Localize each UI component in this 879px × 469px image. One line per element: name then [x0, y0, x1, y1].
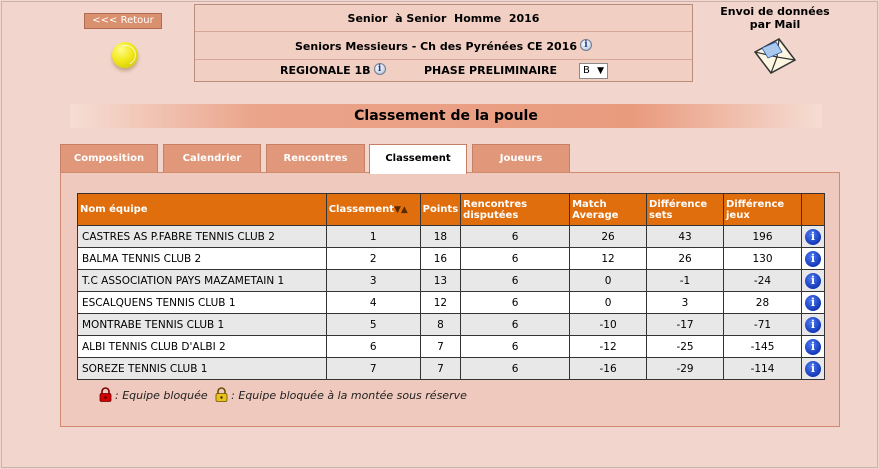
played-cell: 6 [461, 336, 570, 358]
table-row [78, 226, 825, 248]
games-diff-cell: 28 [724, 292, 802, 314]
sets-diff-cell: 26 [647, 248, 724, 270]
division-info-icon[interactable]: i [374, 63, 386, 75]
yellow-lock-icon [215, 387, 228, 405]
match-avg-cell: 12 [570, 248, 647, 270]
back-button[interactable]: <<< Retour [84, 13, 162, 29]
col-team-header[interactable]: Nom équipe [78, 194, 327, 226]
team-name[interactable]: T.C ASSOCIATION PAYS MAZAMETAIN 1 [78, 270, 327, 292]
sets-diff-cell: 43 [647, 226, 724, 248]
played-cell: 6 [461, 248, 570, 270]
match-avg-cell: -10 [570, 314, 647, 336]
poule-select-value: B [583, 65, 590, 76]
competition-name: Seniors Messieurs - Ch des Pyrénées CE 2016 [294, 40, 578, 53]
points-cell: 8 [420, 314, 460, 336]
legend-blocked: : Equipe bloquée [115, 389, 208, 402]
table-row [78, 292, 825, 314]
col-games-diff-header[interactable]: Différence jeux [724, 194, 802, 226]
tab-composition[interactable]: Composition [60, 144, 158, 173]
rank-cell: 1 [326, 226, 420, 248]
match-avg-cell: 0 [570, 292, 647, 314]
played-cell: 6 [461, 292, 570, 314]
col-played-header[interactable]: Rencontres disputées [461, 194, 570, 226]
col-points-header[interactable]: Points [420, 194, 460, 226]
poule-select[interactable] [579, 63, 608, 79]
info-icon[interactable]: i [805, 317, 821, 333]
points-cell: 16 [420, 248, 460, 270]
team-name[interactable]: MONTRABE TENNIS CLUB 1 [78, 314, 327, 336]
info-icon[interactable]: i [805, 339, 821, 355]
tab-rencontres[interactable]: Rencontres [266, 144, 365, 173]
sets-diff-cell: 3 [647, 292, 724, 314]
col-info-header [801, 194, 824, 226]
competition-title: Senior à Senior Homme 2016 [195, 5, 692, 32]
info-cell [801, 270, 824, 292]
envelope-icon[interactable] [752, 36, 798, 76]
info-cell [801, 226, 824, 248]
table-row [78, 314, 825, 336]
match-avg-cell: -12 [570, 336, 647, 358]
competition-header [194, 4, 693, 82]
points-cell: 7 [420, 336, 460, 358]
competition-info-icon[interactable]: i [580, 39, 592, 51]
table-row [78, 248, 825, 270]
info-cell [801, 248, 824, 270]
games-diff-cell: -114 [724, 358, 802, 380]
mail-label-line1: Envoi de données [720, 5, 830, 18]
rank-cell: 5 [326, 314, 420, 336]
sort-arrows-icon[interactable]: ▼▲ [394, 204, 408, 215]
sets-diff-cell: -25 [647, 336, 724, 358]
info-cell [801, 314, 824, 336]
info-icon[interactable]: i [805, 251, 821, 267]
classement-panel [60, 172, 840, 427]
played-cell: 6 [461, 314, 570, 336]
played-cell: 6 [461, 226, 570, 248]
info-cell [801, 358, 824, 380]
games-diff-cell: -145 [724, 336, 802, 358]
team-name[interactable]: BALMA TENNIS CLUB 2 [78, 248, 327, 270]
division-label: REGIONALE 1B [280, 64, 371, 77]
legend-blocked-promotion: : Equipe bloquée à la montée sous réserve [231, 389, 467, 402]
mail-export-label[interactable] [712, 5, 838, 31]
table-row [78, 358, 825, 380]
points-cell: 7 [420, 358, 460, 380]
points-cell: 12 [420, 292, 460, 314]
info-cell [801, 292, 824, 314]
info-cell [801, 336, 824, 358]
red-lock-icon [99, 387, 112, 405]
tennis-ball-icon [112, 42, 138, 68]
table-row [78, 336, 825, 358]
team-name[interactable]: SOREZE TENNIS CLUB 1 [78, 358, 327, 380]
rank-cell: 2 [326, 248, 420, 270]
division-row [195, 60, 692, 82]
rank-cell: 4 [326, 292, 420, 314]
col-rank-header[interactable] [326, 194, 420, 226]
match-avg-cell: 26 [570, 226, 647, 248]
table-header-row [78, 194, 825, 226]
info-icon[interactable]: i [805, 229, 821, 245]
games-diff-cell: -24 [724, 270, 802, 292]
ranking-table [77, 193, 825, 380]
sets-diff-cell: -29 [647, 358, 724, 380]
info-icon[interactable]: i [805, 295, 821, 311]
games-diff-cell: 130 [724, 248, 802, 270]
team-name[interactable]: CASTRES AS P.FABRE TENNIS CLUB 2 [78, 226, 327, 248]
info-icon[interactable]: i [805, 361, 821, 377]
section-title: Classement de la poule [70, 104, 822, 128]
mail-label-line2: par Mail [749, 18, 801, 31]
played-cell: 6 [461, 358, 570, 380]
col-match-avg-header[interactable]: Match Average [570, 194, 647, 226]
table-row [78, 270, 825, 292]
rank-cell: 7 [326, 358, 420, 380]
phase-label: PHASE PRELIMINAIRE [424, 64, 558, 77]
match-avg-cell: 0 [570, 270, 647, 292]
col-rank-label: Classement [328, 203, 395, 215]
team-name[interactable]: ALBI TENNIS CLUB D'ALBI 2 [78, 336, 327, 358]
played-cell: 6 [461, 270, 570, 292]
games-diff-cell: -71 [724, 314, 802, 336]
sets-diff-cell: -1 [647, 270, 724, 292]
tab-calendrier[interactable]: Calendrier [163, 144, 261, 173]
points-cell: 13 [420, 270, 460, 292]
division-label-wrap [280, 60, 386, 82]
match-avg-cell: -16 [570, 358, 647, 380]
tab-classement[interactable]: Classement [369, 144, 467, 174]
tab-joueurs[interactable]: Joueurs [472, 144, 570, 173]
lock-legend [99, 387, 467, 405]
chevron-down-icon: ▼ [597, 66, 604, 76]
points-cell: 18 [420, 226, 460, 248]
sets-diff-cell: -17 [647, 314, 724, 336]
rank-cell: 6 [326, 336, 420, 358]
rank-cell: 3 [326, 270, 420, 292]
info-icon[interactable]: i [805, 273, 821, 289]
games-diff-cell: 196 [724, 226, 802, 248]
col-sets-diff-header[interactable]: Différence sets [647, 194, 724, 226]
team-name[interactable]: ESCALQUENS TENNIS CLUB 1 [78, 292, 327, 314]
competition-name-row [195, 32, 692, 60]
